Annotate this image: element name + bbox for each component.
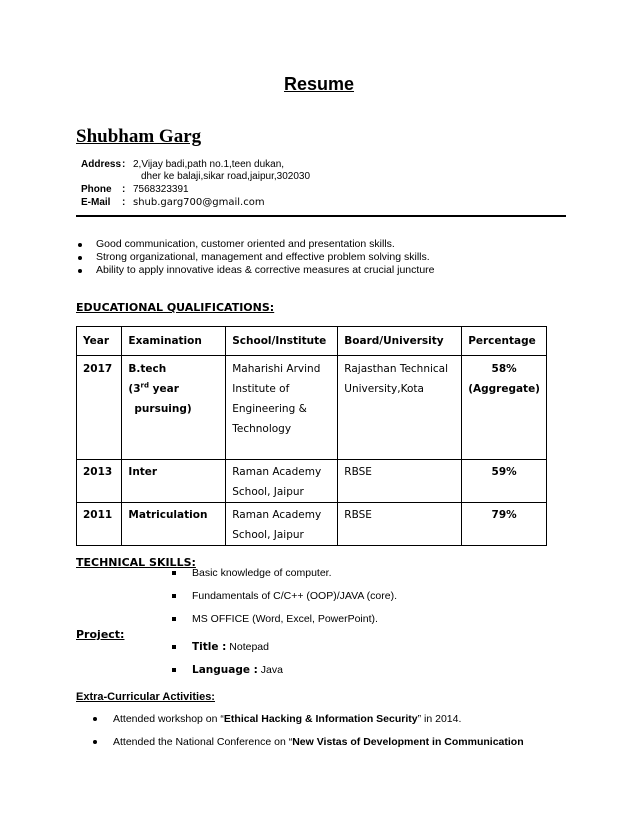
candidate-name: Shubham Garg (76, 126, 202, 147)
square-bullet-icon (172, 617, 176, 621)
col-header-school: School/Institute (226, 327, 338, 356)
bullet-icon (93, 740, 97, 744)
square-bullet-icon (172, 571, 176, 575)
education-heading: EDUCATIONAL QUALIFICATIONS: (76, 301, 275, 314)
skill-item: Fundamentals of C/C++ (OOP)/JAVA (core). (172, 589, 397, 612)
row-percentage: 59% (462, 460, 547, 503)
activity-item: Attended the National Conference on “New Vistas of Development in Communication (93, 735, 524, 758)
row-percentage: 58% (Aggregate) (462, 356, 547, 460)
table-row (77, 356, 547, 460)
objective-list (78, 238, 435, 277)
row-school: Maharishi Arvind Institute of Engineering & Technology (226, 356, 338, 460)
project-language-item: Language : Java (172, 663, 283, 686)
resume-title: Resume (283, 74, 355, 94)
row-year: 2011 (77, 503, 122, 546)
education-table (76, 326, 547, 546)
email-label: E-Mail (81, 197, 111, 208)
skill-item: MS OFFICE (Word, Excel, PowerPoint). (172, 612, 397, 635)
col-header-exam: Examination (122, 327, 226, 356)
technical-heading: TECHNICAL SKILLS: (76, 556, 196, 569)
extra-heading: Extra-Curricular Activities: (76, 691, 215, 703)
square-bullet-icon (172, 668, 176, 672)
phone-colon: : (122, 184, 126, 195)
project-list (172, 640, 283, 686)
bullet-icon (78, 256, 82, 260)
square-bullet-icon (172, 645, 176, 649)
row-year: 2017 (77, 356, 122, 460)
row-exam: B.tech (3rd year pursuing) (122, 356, 226, 460)
row-board: RBSE (338, 460, 462, 503)
extra-activities-list (93, 712, 524, 758)
row-board: RBSE (338, 503, 462, 546)
col-header-board: Board/University (338, 327, 462, 356)
table-header-row (77, 327, 547, 356)
row-exam: Inter (122, 460, 226, 503)
square-bullet-icon (172, 594, 176, 598)
address-line-2: dher ke balaji,sikar road,jaipur,302030 (141, 171, 310, 182)
address-line-1: 2,Vijay badi,path no.1,teen dukan, (133, 159, 285, 170)
objective-item: Ability to apply innovative ideas & corrective measures at crucial juncture (78, 264, 435, 277)
email-value: shub.garg700@gmail.com (133, 197, 265, 208)
phone-value: 7568323391 (133, 184, 189, 195)
col-header-year: Year (77, 327, 122, 356)
row-exam: Matriculation (122, 503, 226, 546)
col-header-percentage: Percentage (462, 327, 547, 356)
email-colon: : (122, 197, 126, 208)
table-row (77, 503, 547, 546)
row-year: 2013 (77, 460, 122, 503)
bullet-icon (78, 243, 82, 247)
bullet-icon (93, 717, 97, 721)
row-percentage: 79% (462, 503, 547, 546)
header-divider (76, 215, 566, 217)
row-board: Rajasthan Technical University,Kota (338, 356, 462, 460)
activity-item: Attended workshop on “Ethical Hacking & Information Security” in 2014. (93, 712, 524, 735)
bullet-icon (78, 269, 82, 273)
table-row (77, 460, 547, 503)
address-label: Address (81, 159, 122, 170)
row-school: Raman Academy School, Jaipur (226, 503, 338, 546)
skill-item: Basic knowledge of computer. (172, 566, 397, 589)
objective-item: Good communication, customer oriented and presentation skills. (78, 238, 435, 251)
technical-skills-list (172, 566, 397, 635)
row-school: Raman Academy School, Jaipur (226, 460, 338, 503)
address-colon: : (122, 159, 126, 170)
phone-label: Phone (81, 184, 112, 195)
project-heading: Project: (76, 628, 125, 641)
objective-item: Strong organizational, management and effective problem solving skills. (78, 251, 435, 264)
project-title-item: Title : Notepad (172, 640, 283, 663)
